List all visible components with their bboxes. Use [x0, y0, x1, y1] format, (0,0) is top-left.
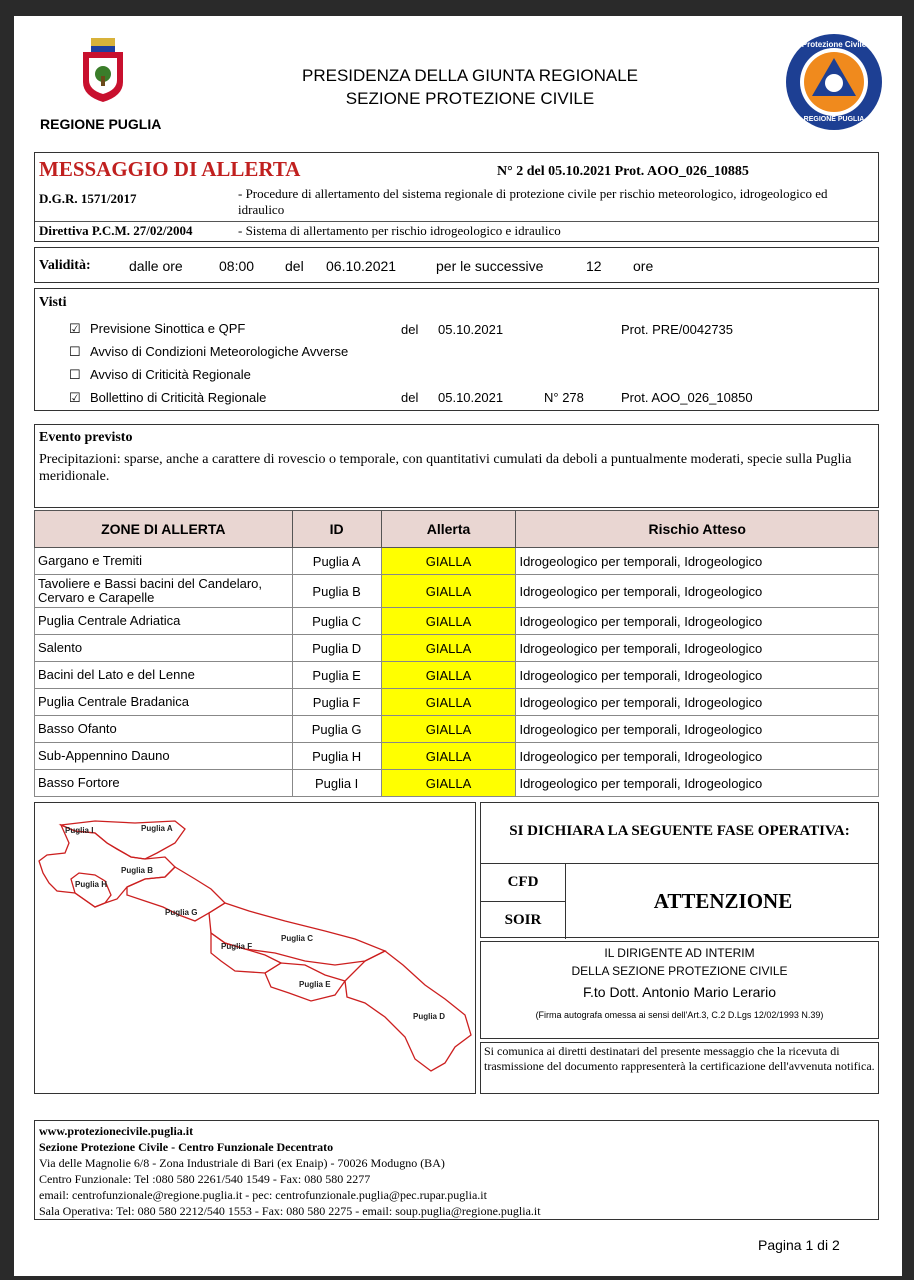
map-label: Puglia D: [413, 1012, 446, 1021]
validity-box: [34, 247, 879, 283]
cfd-label: CFD: [507, 874, 539, 890]
zone-name: Basso Fortore: [35, 770, 293, 797]
zone-id: Puglia H: [292, 743, 381, 770]
footer-address: Via delle Magnolie 6/8 - Zona Industriale di Bari (ex Enaip) - 70026 Modugno (BA): [39, 1156, 445, 1170]
risk-text: Idrogeologico per temporali, Idrogeologico: [516, 689, 879, 716]
table-row: [35, 635, 879, 662]
page-number: Pagina 1 di 2: [758, 1237, 840, 1253]
zone-name: Salento: [35, 635, 293, 662]
visti-box: [34, 288, 879, 411]
risk-text: Idrogeologico per temporali, Idrogeologico: [516, 662, 879, 689]
fase-col-divider: [565, 863, 566, 939]
seal-top-text: Protezione Civile: [801, 40, 867, 49]
zone-name: Basso Ofanto: [35, 716, 293, 743]
risk-text: Idrogeologico per temporali, Idrogeologico: [516, 743, 879, 770]
fase-divider: [481, 863, 878, 864]
evento-title: Evento previsto: [39, 430, 133, 445]
table-row: [35, 548, 879, 575]
zone-name: Bacini del Lato e del Lenne: [35, 662, 293, 689]
risk-text: Idrogeologico per temporali, Idrogeologico: [516, 716, 879, 743]
checkbox-icon[interactable]: ☑: [69, 390, 81, 405]
document-page: [14, 16, 902, 1276]
signature-name: F.to Dott. Antonio Mario Lerario: [583, 984, 776, 1000]
map-zone-outlines: [39, 821, 471, 1071]
visti-date: 05.10.2021: [438, 390, 504, 405]
alert-level: GIALLA: [381, 575, 516, 608]
map-label: Puglia H: [75, 880, 108, 889]
table-row: [35, 575, 879, 608]
map-label: Puglia A: [141, 824, 173, 833]
zone-d-outline: [345, 951, 471, 1071]
footer-sala: Sala Operativa: Tel: 080 580 2212/540 1553 - Fax: 080 580 2275 - email: soup.puglia@regione.puglia.it: [39, 1204, 541, 1218]
map-label: Puglia C: [281, 934, 314, 943]
visti-label: Avviso di Condizioni Meteorologiche Avverse: [90, 344, 349, 359]
title-line-2: SEZIONE PROTEZIONE CIVILE: [345, 89, 595, 108]
visti-date: 05.10.2021: [438, 322, 504, 337]
message-title: MESSAGGIO DI ALLERTA: [39, 157, 301, 181]
risk-text: Idrogeologico per temporali, Idrogeologico: [516, 770, 879, 797]
visti-del: del: [401, 322, 419, 337]
fase-heading: SI DICHIARA LA SEGUENTE FASE OPERATIVA:: [509, 823, 850, 839]
footer-centro: Centro Funzionale: Tel :080 580 2261/540 1549 - Fax: 080 580 2277: [39, 1172, 371, 1186]
regione-puglia-crest-icon: [79, 36, 127, 104]
risk-text: Idrogeologico per temporali, Idrogeologico: [516, 548, 879, 575]
header-zone: ZONE DI ALLERTA: [35, 511, 293, 548]
table-row: [35, 716, 879, 743]
direttiva-text: - Sistema di allertamento per rischio idrogeologico e idraulico: [238, 223, 561, 238]
message-number: N° 2 del 05.10.2021 Prot. AOO_026_10885: [497, 164, 749, 179]
alert-level: GIALLA: [381, 716, 516, 743]
checkbox-icon[interactable]: ☐: [69, 367, 81, 382]
fase-row-divider: [481, 901, 565, 902]
map-box: [34, 802, 476, 1094]
region-label: REGIONE PUGLIA: [40, 116, 162, 132]
zone-table: [34, 510, 879, 797]
visti-row: [69, 390, 267, 406]
validity-date: 06.10.2021: [326, 258, 397, 274]
zone-id: Puglia C: [292, 608, 381, 635]
table-row: [35, 743, 879, 770]
validity-from-label: dalle ore: [129, 258, 183, 274]
checkbox-icon[interactable]: ☑: [69, 321, 81, 336]
visti-prot: Prot. PRE/0042735: [621, 322, 734, 337]
zone-b-outline: [39, 825, 175, 907]
zone-table-header: [35, 511, 879, 548]
table-row: [35, 608, 879, 635]
visti-label: Previsione Sinottica e QPF: [90, 321, 246, 336]
zone-name: Gargano e Tremiti: [35, 548, 293, 575]
direttiva-label: Direttiva P.C.M. 27/02/2004: [39, 223, 193, 238]
zone-id: Puglia F: [292, 689, 381, 716]
footer-url[interactable]: www.protezionecivile.puglia.it: [39, 1124, 194, 1138]
message-header-box: [34, 152, 879, 242]
notice-box: [480, 1042, 879, 1094]
validity-hour: 08:00: [219, 258, 255, 274]
visti-label: Bollettino di Criticità Regionale: [90, 390, 267, 405]
zone-h-outline: [71, 873, 111, 907]
map-label: Puglia F: [221, 942, 253, 951]
visti-row: [69, 367, 251, 383]
zone-name: Tavoliere e Bassi bacini del Candelaro, Cervaro e Carapelle: [35, 575, 293, 608]
zone-id: Puglia D: [292, 635, 381, 662]
dgr-label: D.G.R. 1571/2017: [39, 191, 137, 206]
fase-value: ATTENZIONE: [653, 889, 793, 913]
alert-level: GIALLA: [381, 743, 516, 770]
page-title: [214, 64, 726, 110]
zone-name: Sub-Appennino Dauno: [35, 743, 293, 770]
seal-bottom-text: REGIONE PUGLIA: [803, 116, 865, 123]
map-label: Puglia E: [299, 980, 331, 989]
header-divider: [35, 221, 878, 222]
alert-level: GIALLA: [381, 770, 516, 797]
visti-label: Avviso di Criticità Regionale: [90, 367, 251, 382]
alert-level: GIALLA: [381, 689, 516, 716]
signature-box: [480, 941, 879, 1039]
evento-box: [34, 424, 879, 508]
header-id: ID: [292, 511, 381, 548]
validity-unit: ore: [633, 258, 654, 274]
visti-del: del: [401, 390, 419, 405]
title-line-1: PRESIDENZA DELLA GIUNTA REGIONALE: [301, 66, 638, 85]
visti-number: N° 278: [544, 390, 584, 405]
signature-line-1: IL DIRIGENTE AD INTERIM: [604, 946, 755, 960]
zone-id: Puglia B: [292, 575, 381, 608]
fase-box: [480, 802, 879, 938]
dgr-text: - Procedure di allertamento del sistema regionale di protezione civile per rischio meteorologico, idrogeologico ed idraulico: [238, 186, 828, 217]
visti-row: [69, 344, 349, 360]
table-row: [35, 770, 879, 797]
signature-note: (Firma autografa omessa ai sensi dell'Art.3, C.2 D.Lgs 12/02/1993 N.39): [535, 1010, 824, 1020]
risk-text: Idrogeologico per temporali, Idrogeologico: [516, 575, 879, 608]
zone-name: Puglia Centrale Bradanica: [35, 689, 293, 716]
visti-title: Visti: [39, 295, 67, 310]
signature-line-2: DELLA SEZIONE PROTEZIONE CIVILE: [571, 964, 788, 978]
checkbox-icon[interactable]: ☐: [69, 344, 81, 359]
validity-hours: 12: [586, 258, 602, 274]
validity-del-label: del: [285, 258, 304, 274]
header-alert: Allerta: [381, 511, 516, 548]
zone-id: Puglia G: [292, 716, 381, 743]
evento-text: Precipitazioni: sparse, anche a carattere di rovescio o temporale, con quantitativi cumulati da deboli a puntualmente moderati, specie sulla Puglia meridionale.: [39, 452, 852, 484]
risk-text: Idrogeologico per temporali, Idrogeologico: [516, 635, 879, 662]
footer-email: email: centrofunzionale@regione.puglia.it - pec: centrofunzionale.puglia@pec.rupar.puglia.it: [39, 1188, 487, 1202]
validity-label: Validità:: [39, 258, 91, 273]
map-label: Puglia G: [165, 908, 198, 917]
zone-id: Puglia I: [292, 770, 381, 797]
footer-section: Sezione Protezione Civile - Centro Funzionale Decentrato: [39, 1140, 334, 1154]
validity-next-label: per le successive: [436, 258, 544, 274]
map-label: Puglia I: [65, 826, 94, 835]
soir-label: SOIR: [504, 912, 542, 928]
zone-id: Puglia E: [292, 662, 381, 689]
alert-level: GIALLA: [381, 608, 516, 635]
risk-text: Idrogeologico per temporali, Idrogeologico: [516, 608, 879, 635]
alert-level: GIALLA: [381, 548, 516, 575]
table-row: [35, 662, 879, 689]
puglia-zone-map: [35, 803, 473, 1091]
alert-level: GIALLA: [381, 662, 516, 689]
alert-level: GIALLA: [381, 635, 516, 662]
table-row: [35, 689, 879, 716]
map-labels: [65, 824, 445, 1021]
zone-id: Puglia A: [292, 548, 381, 575]
notice-text: Si comunica ai diretti destinatari del presente messaggio che la ricevuta di trasmissione del documento rappresenterà la certificazione dell'avvenuta notifica.: [484, 1044, 875, 1073]
protezione-civile-seal: [784, 32, 884, 132]
visti-row: [69, 321, 246, 337]
map-label: Puglia B: [121, 866, 154, 875]
visti-prot: Prot. AOO_026_10850: [621, 390, 753, 405]
zone-name: Puglia Centrale Adriatica: [35, 608, 293, 635]
footer-box: [34, 1120, 879, 1220]
header-risk: Rischio Atteso: [516, 511, 879, 548]
